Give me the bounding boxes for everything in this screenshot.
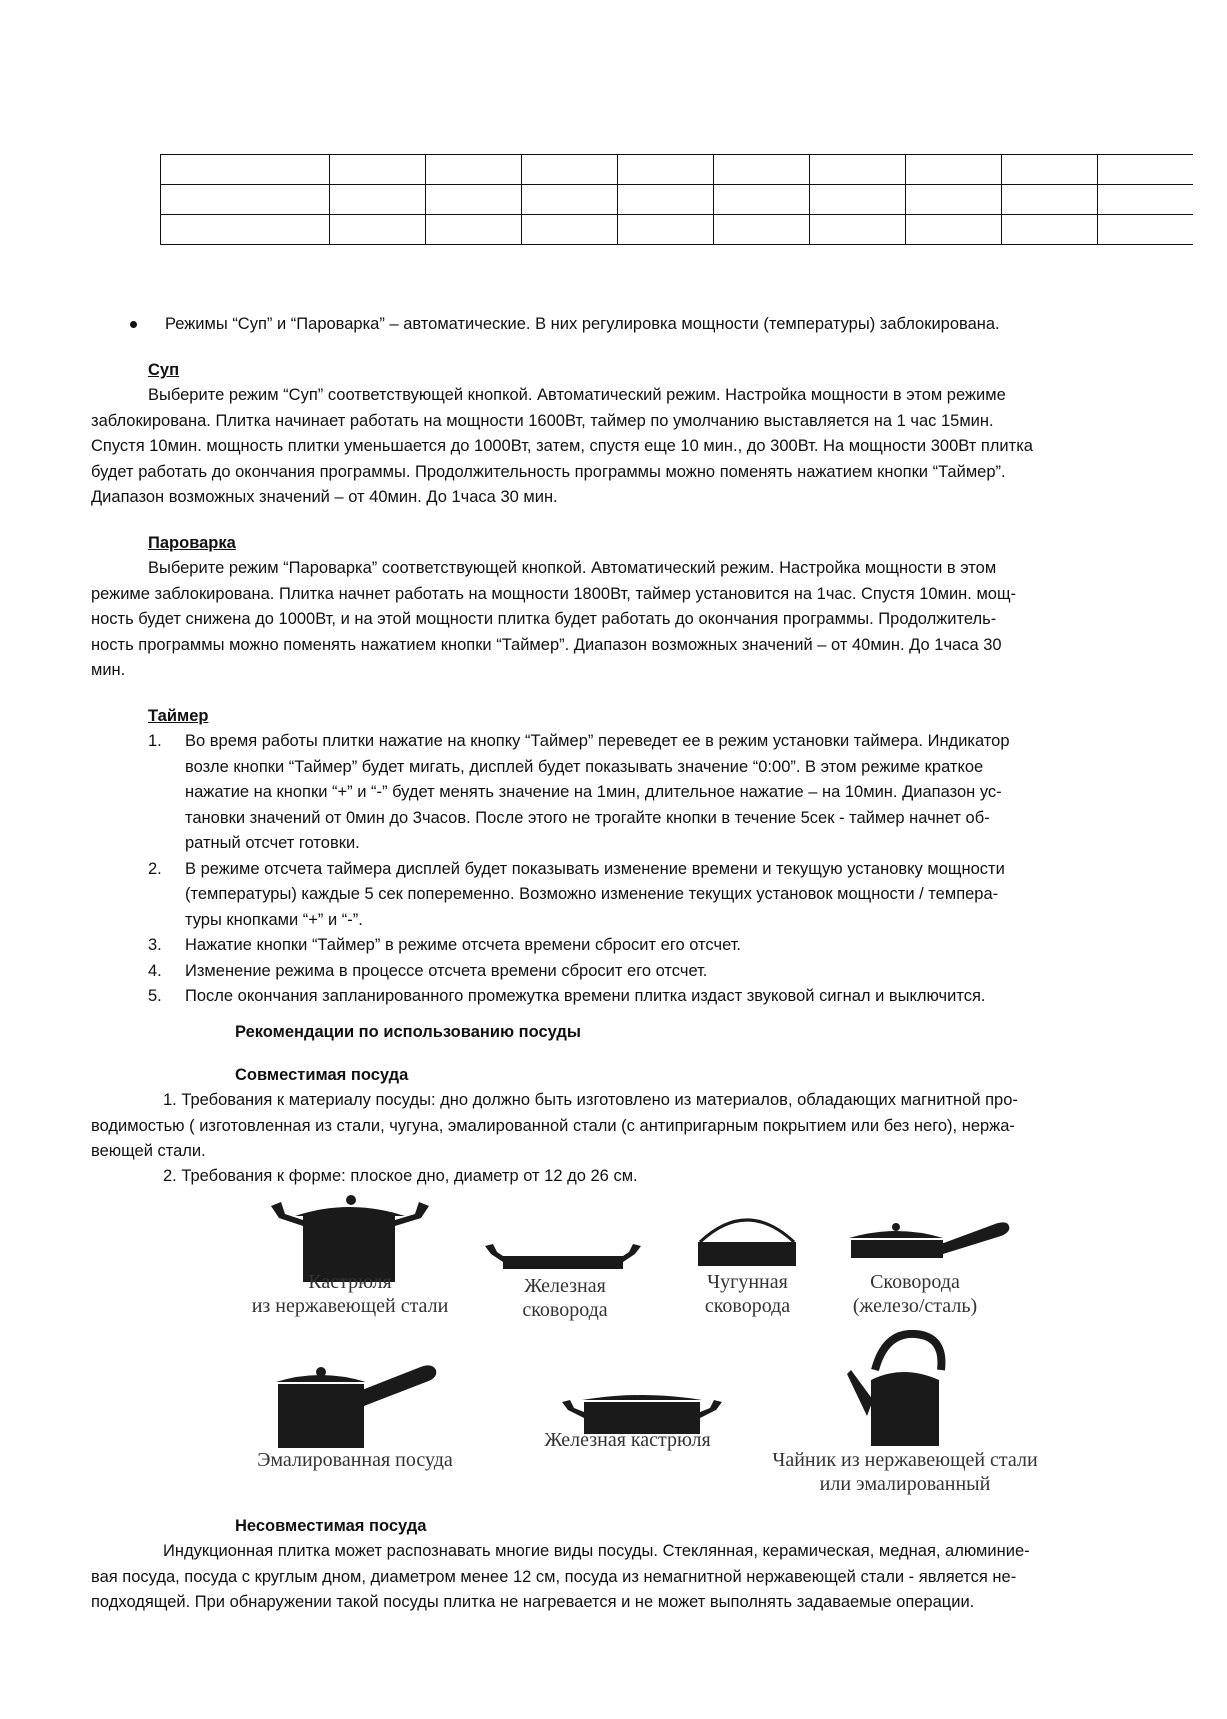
table-cell xyxy=(522,185,618,215)
req1-line: водимостью ( изготовленная из стали, чугуна, эмалированной стали (с антипригарным покрытием или без него), нержа- xyxy=(91,1116,1015,1135)
soup-line: Диапазон возможных значений – от 40мин. До 1часа 30 мин. xyxy=(91,488,558,506)
timer-item-line: туры кнопками “+” и “-”. xyxy=(185,910,363,929)
timer-item-line: После окончания запланированного промежутка времени плитка издаст звуковой сигнал и выключится. xyxy=(185,987,986,1005)
steamer-line: ность будет снижена до 1000Вт, и на этой мощности плитка будет работать до окончания программы. Продолжитель- xyxy=(91,610,997,628)
table-cell xyxy=(810,155,906,185)
caption-line: Чайник из нержавеющей стали xyxy=(772,1449,1038,1471)
pot-caption xyxy=(220,1270,480,1318)
list-number: 2. xyxy=(148,859,162,878)
caption-line: или эмалированный xyxy=(819,1473,991,1495)
table-cell xyxy=(522,155,618,185)
table-cell xyxy=(618,155,714,185)
table-cell xyxy=(426,215,522,245)
req1-line: веющей стали. xyxy=(91,1142,206,1160)
shape-requirements: 2. Требования к форме: плоское дно, диаметр от 12 до 26 см. xyxy=(163,1167,638,1185)
enamel-saucepan-icon xyxy=(268,1352,443,1452)
list-number: 3. xyxy=(148,936,162,954)
table-cell xyxy=(714,155,810,185)
table-cell xyxy=(426,155,522,185)
timer-item-line: тановки значений от 0мин до 3часов. После этого не трогайте кнопки в течение 5сек - таймер начнет об- xyxy=(185,808,990,827)
list-number: 1. xyxy=(148,732,162,750)
timer-item-3 xyxy=(148,933,1010,959)
table-cell xyxy=(330,185,426,215)
steamer-line: мин. xyxy=(91,661,126,679)
table-cell xyxy=(161,185,330,215)
table-cell xyxy=(330,215,426,245)
timer-item-line: (температуры) каждые 5 сек попеременно. Возможно изменение текущих установок мощности / темпера- xyxy=(185,885,999,903)
table-cell xyxy=(1002,155,1098,185)
recommendations-heading: Рекомендации по использованию посуды xyxy=(235,1023,581,1041)
list-number: 4. xyxy=(148,961,162,980)
table-cell xyxy=(1002,185,1098,215)
iron-pan-icon xyxy=(483,1242,643,1274)
timer-heading: Таймер xyxy=(148,707,209,725)
caption-line: Кастрюля xyxy=(308,1271,392,1293)
steamer-paragraph xyxy=(91,556,1016,684)
table-row xyxy=(161,185,1194,215)
table-cell xyxy=(906,155,1002,185)
soup-line: Выберите режим “Суп” соответствующей кнопкой. Автоматический режим. Настройка мощности в этом режиме xyxy=(148,386,1006,404)
enamel-caption xyxy=(225,1448,485,1472)
caption-line: Чугунная xyxy=(707,1271,788,1293)
table-cell xyxy=(161,155,330,185)
caption-line: сковорода xyxy=(522,1299,608,1321)
caption-line: Железная кастрюля xyxy=(544,1429,711,1451)
caption-line: Железная xyxy=(524,1275,606,1297)
table-cell xyxy=(810,215,906,245)
material-requirements xyxy=(91,1088,1018,1165)
incompatible-paragraph xyxy=(91,1539,1030,1616)
table-cell xyxy=(810,185,906,215)
soup-line: будет работать до окончания программы. Продолжительность программы можно поменять нажатием кнопки “Таймер”. xyxy=(91,462,1006,481)
table-cell xyxy=(1098,155,1194,185)
caption-line: (железо/сталь) xyxy=(852,1295,978,1317)
req1-line: 1. Требования к материалу посуды: дно должно быть изготовлено из материалов, обладающих магнитной про- xyxy=(163,1091,1018,1109)
steamer-line: Выберите режим “Пароварка” соответствующей кнопкой. Автоматический режим. Настройка мощности в этом xyxy=(148,559,997,577)
timer-item-line: Во время работы плитки нажатие на кнопку “Таймер” переведет ее в режим установки таймера. Индикатор xyxy=(185,732,1010,750)
timer-item-line: возле кнопки “Таймер” будет мигать, дисплей будет показывать значение “0:00”. В этом режиме краткое xyxy=(185,757,984,776)
iron-pan-caption xyxy=(480,1274,650,1322)
timer-item-line: В режиме отсчета таймера дисплей будет показывать изменение времени и текущую установку мощности xyxy=(185,859,1005,878)
timer-list xyxy=(148,729,1010,1010)
timer-item-4 xyxy=(148,959,1010,985)
timer-item-1 xyxy=(148,729,1010,857)
table-row xyxy=(161,215,1194,245)
steamer-line: ность программы можно поменять нажатием кнопки “Таймер”. Диапазон возможных значений – от 40мин. До 1часа 30 xyxy=(91,635,1002,654)
kettle-icon xyxy=(845,1330,965,1450)
incompatible-line: вая посуда, посуда с круглым дном, диаметром менее 12 см, посуда из немагнитной нержавеющей стали - является не- xyxy=(91,1567,1017,1586)
table-cell xyxy=(1002,215,1098,245)
timer-item-2 xyxy=(148,857,1010,934)
timer-item-line: Изменение режима в процессе отсчета времени сбросит его отсчет. xyxy=(185,961,708,980)
steamer-line: режиме заблокирована. Плитка начнет работать на мощности 1800Вт, таймер установится на 1час. Спустя 10мин. мощ- xyxy=(91,584,1017,603)
modes-note: Режимы “Суп” и “Пароварка” – автоматические. В них регулировка мощности (температуры) заблокирована. xyxy=(165,315,1000,333)
soup-line: заблокирована. Плитка начинает работать на мощности 1600Вт, таймер по умолчанию выставляется на 1 час 15мин. xyxy=(91,411,994,430)
timer-item-line: Нажатие кнопки “Таймер” в режиме отсчета времени сбросит его отсчет. xyxy=(185,936,742,954)
kettle-caption xyxy=(760,1448,1050,1496)
list-number: 5. xyxy=(148,987,162,1005)
table-cell xyxy=(618,215,714,245)
timer-item-5 xyxy=(148,984,1010,1010)
frying-pan-icon xyxy=(845,1218,1015,1264)
compatible-heading: Совместимая посуда xyxy=(235,1066,409,1084)
table-cell xyxy=(1098,215,1194,245)
table-cell xyxy=(714,185,810,215)
table-cell xyxy=(906,185,1002,215)
bullet-dot xyxy=(130,321,137,328)
iron-pot-caption xyxy=(515,1428,740,1452)
cast-iron-caption xyxy=(675,1270,820,1318)
incompatible-heading: Несовместимая посуда xyxy=(235,1517,427,1535)
soup-heading: Суп xyxy=(148,361,180,379)
incompatible-line: подходящей. При обнаружении такой посуды плитка не нагревается и не может выполнять задаваемые операции. xyxy=(91,1593,975,1611)
table-cell xyxy=(330,155,426,185)
table-cell xyxy=(618,185,714,215)
incompatible-line: Индукционная плитка может распознавать многие виды посуды. Стеклянная, керамическая, медная, алюминие- xyxy=(163,1542,1030,1560)
table-row xyxy=(161,155,1194,185)
steamer-heading: Пароварка xyxy=(148,534,236,552)
caption-line: Сковорода xyxy=(870,1271,960,1293)
table-cell xyxy=(522,215,618,245)
table-cell xyxy=(426,185,522,215)
frying-pan-caption xyxy=(830,1270,1000,1318)
table-cell xyxy=(714,215,810,245)
caption-line: сковорода xyxy=(704,1295,791,1317)
soup-line: Спустя 10мин. мощность плитки уменьшается до 1000Вт, затем, спустя еще 10 мин., до 300Вт. На мощности 300Вт плитка xyxy=(91,437,1033,455)
table-cell xyxy=(1098,185,1194,215)
caption-line: Эмалированная посуда xyxy=(257,1449,453,1471)
table-cell xyxy=(161,215,330,245)
cast-iron-pan-icon xyxy=(692,1208,802,1268)
timer-item-line: ратный отсчет готовки. xyxy=(185,834,360,852)
empty-table xyxy=(160,154,1193,245)
timer-item-line: нажатие на кнопки “+” и “-” будет менять значение на 1мин, длительное нажатие – на 10мин. Диапазон ус- xyxy=(185,783,1002,801)
table-cell xyxy=(906,215,1002,245)
soup-paragraph xyxy=(91,383,1033,511)
caption-line: из нержавеющей стали xyxy=(251,1295,449,1317)
